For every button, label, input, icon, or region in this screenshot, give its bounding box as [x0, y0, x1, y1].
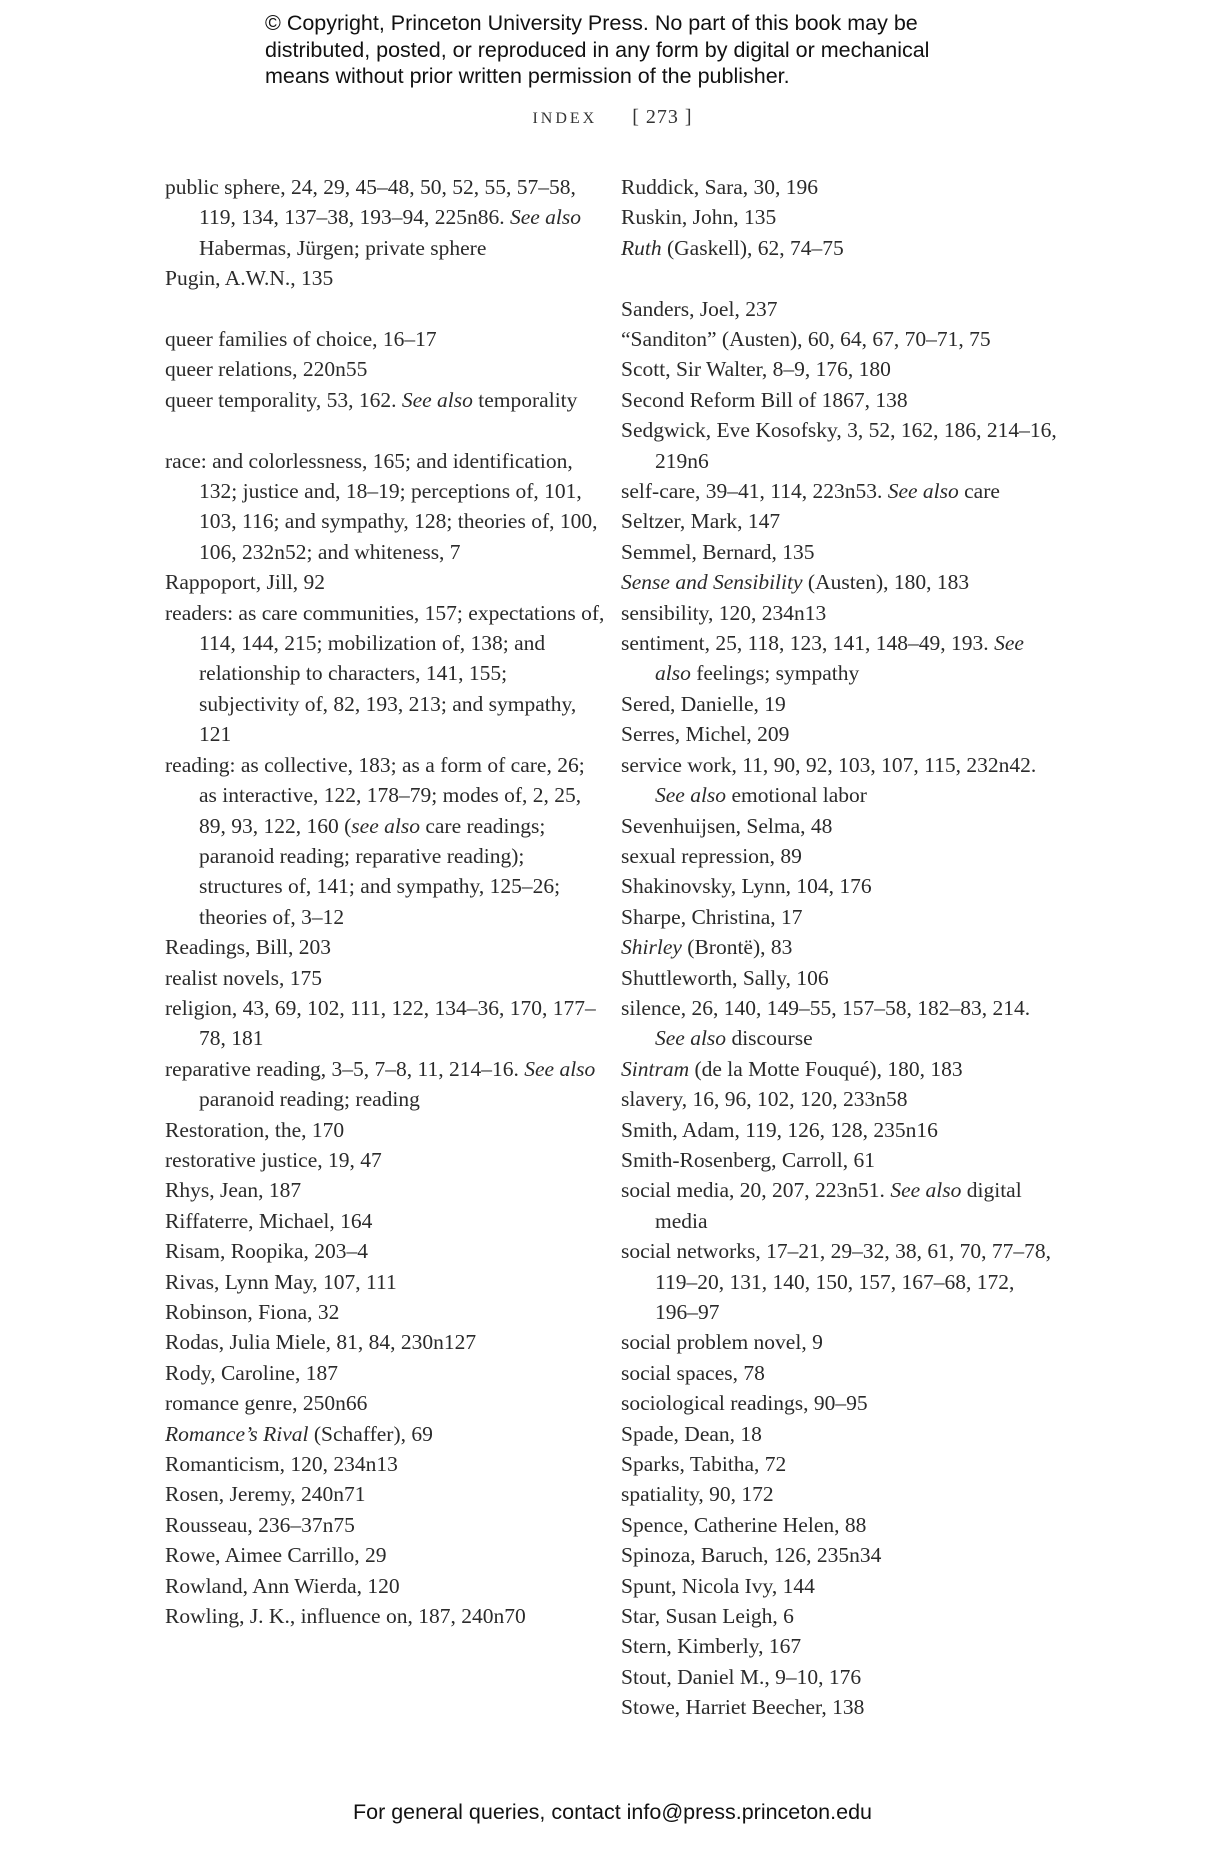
page-number: [ 273 ]	[632, 106, 693, 128]
index-entry: Spunt, Nicola Ivy, 144	[621, 1573, 815, 1598]
index-entry: Romance’s Rival (Schaffer), 69	[165, 1421, 433, 1446]
index-entry: Rappoport, Jill, 92	[165, 570, 326, 595]
index-entry: Rivas, Lynn May, 107, 111	[165, 1269, 397, 1294]
index-entry: religion, 43, 69, 102, 111, 122, 134–36, 170, 177–78, 181	[165, 995, 596, 1051]
index-entry: Shuttleworth, Sally, 106	[621, 965, 829, 990]
index-entry: reparative reading, 3–5, 7–8, 11, 214–16. See also paranoid reading; reading	[165, 1056, 596, 1112]
index-entry: public sphere, 24, 29, 45–48, 50, 52, 55, 57–58, 119, 134, 137–38, 193–94, 225n86. See also Habermas, Jürgen; private sphere	[165, 175, 582, 260]
index-entry: Spence, Catherine Helen, 88	[621, 1512, 867, 1537]
index-entry: Star, Susan Leigh, 6	[621, 1604, 794, 1629]
index-entry: Risam, Roopika, 203–4	[165, 1239, 369, 1264]
index-entry: Second Reform Bill of 1867, 138	[621, 387, 908, 412]
footer-contact: For general queries, contact info@press.princeton.edu	[352, 1800, 872, 1824]
index-entry: Semmel, Bernard, 135	[621, 539, 815, 564]
index-entry: social networks, 17–21, 29–32, 38, 61, 70, 77–78, 119–20, 131, 140, 150, 157, 167–68, 172, 196–97	[621, 1239, 1051, 1325]
index-entry: Readings, Bill, 203	[165, 935, 332, 960]
index-entry: service work, 11, 90, 92, 103, 107, 115, 232n42. See also emotional labor	[621, 752, 1037, 808]
index-entry: Smith, Adam, 119, 126, 128, 235n16	[621, 1117, 938, 1142]
index-entry: queer families of choice, 16–17	[165, 327, 437, 352]
index-entry: silence, 26, 140, 149–55, 157–58, 182–83, 214. See also discourse	[621, 995, 1031, 1051]
index-entry: Stern, Kimberly, 167	[621, 1634, 802, 1659]
index-entry: Pugin, A.W.N., 135	[165, 266, 334, 291]
index-entry: Spinoza, Baruch, 126, 235n34	[621, 1543, 882, 1568]
index-entry: social spaces, 78	[621, 1360, 765, 1385]
index-entry: Robinson, Fiona, 32	[165, 1300, 340, 1324]
index-entry: readers: as care communities, 157; expectations of, 114, 144, 215; mobilization of, 138; and relationship to characters, 141, 155; subjectivity of, 82, 193, 213; and sympathy, 121	[165, 600, 605, 747]
index-entry: Rousseau, 236–37n75	[165, 1512, 355, 1537]
index-entry: social media, 20, 207, 223n51. See also digital media	[621, 1178, 1022, 1233]
index-entry: Sanders, Joel, 237	[621, 296, 778, 321]
copyright-notice	[265, 10, 1025, 90]
index-entry: queer relations, 220n55	[165, 357, 368, 382]
index-entry: sociological readings, 90–95	[621, 1391, 868, 1416]
running-head	[0, 106, 1225, 129]
index-entry: sensibility, 120, 234n13	[621, 600, 827, 625]
index-entry: restorative justice, 19, 47	[165, 1147, 382, 1172]
index-entry: Sharpe, Christina, 17	[621, 904, 803, 929]
index-entry: Rowling, J. K., influence on, 187, 240n70	[165, 1604, 526, 1629]
index-entry: Shakinovsky, Lynn, 104, 176	[621, 874, 872, 899]
index-entry: Scott, Sir Walter, 8–9, 176, 180	[621, 357, 891, 382]
index-entry: Rowland, Ann Wierda, 120	[165, 1573, 400, 1598]
copyright-line: © Copyright, Princeton University Press. No part of this book may be	[265, 11, 918, 35]
index-entry: queer temporality, 53, 162. See also temporality	[165, 387, 578, 412]
index-entry: Sered, Danielle, 19	[621, 691, 786, 716]
index-entry: Sintram (de la Motte Fouqué), 180, 183	[621, 1056, 963, 1081]
index-entry: Shirley (Brontë), 83	[621, 935, 793, 960]
index-entry: Smith-Rosenberg, Carroll, 61	[621, 1147, 876, 1172]
copyright-line: distributed, posted, or reproduced in any form by digital or mechanical	[265, 37, 930, 62]
index-entry: Romanticism, 120, 234n13	[165, 1452, 398, 1477]
index-entry: Serres, Michel, 209	[621, 722, 790, 747]
index-entry: self-care, 39–41, 114, 223n53. See also care	[621, 479, 1000, 504]
index-entry: spatiality, 90, 172	[621, 1482, 774, 1507]
index-entry: Restoration, the, 170	[165, 1117, 345, 1142]
copyright-line: means without prior written permission of the publisher.	[265, 64, 790, 88]
index-entry: Stout, Daniel M., 9–10, 176	[621, 1664, 862, 1689]
index-entry: Rowe, Aimee Carrillo, 29	[165, 1543, 387, 1568]
running-head-label: INDEX	[532, 110, 598, 127]
index-entry: Rhys, Jean, 187	[165, 1178, 302, 1203]
index-entry: Rosen, Jeremy, 240n71	[165, 1482, 366, 1507]
index-entry: Rody, Caroline, 187	[165, 1360, 338, 1385]
index-entry: Sense and Sensibility (Austen), 180, 183	[621, 570, 970, 595]
index-entry: Riffaterre, Michael, 164	[165, 1208, 373, 1233]
index-entry: social problem novel, 9	[621, 1330, 823, 1355]
index-entry: sentiment, 25, 118, 123, 141, 148–49, 193. See also feelings; sympathy	[621, 631, 1024, 686]
index-entry: Ruth (Gaskell), 62, 74–75	[621, 235, 844, 260]
index-entry: Stowe, Harriet Beecher, 138	[621, 1695, 865, 1720]
index-entry: reading: as collective, 183; as a form of care, 26; as interactive, 122, 178–79; modes of, 2, 25, 89, 93, 122, 160 (see also care readings; paranoid reading; reparative reading); structures of, 141; and sympathy, 125–26; theories of, 3–12	[165, 752, 585, 929]
index-entry: “Sanditon” (Austen), 60, 64, 67, 70–71, 75	[621, 327, 991, 352]
index-entry: Sedgwick, Eve Kosofsky, 3, 52, 162, 186, 214–16, 219n6	[621, 418, 1057, 473]
index-entry: Sparks, Tabitha, 72	[621, 1452, 787, 1477]
index-entry: Rodas, Julia Miele, 81, 84, 230n127	[165, 1330, 477, 1355]
index-entry: Ruddick, Sara, 30, 196	[621, 175, 819, 199]
index-column-left	[165, 172, 605, 1631]
index-entry: Ruskin, John, 135	[621, 205, 777, 230]
index-entry: sexual repression, 89	[621, 843, 802, 868]
index-entry: realist novels, 175	[165, 965, 323, 990]
index-entry: Sevenhuijsen, Selma, 48	[621, 813, 833, 838]
index-column-right	[621, 172, 1061, 1723]
index-entry: Seltzer, Mark, 147	[621, 509, 781, 534]
index-entry: Spade, Dean, 18	[621, 1421, 762, 1446]
index-entry: romance genre, 250n66	[165, 1391, 368, 1416]
index-entry: race: and colorlessness, 165; and identification, 132; justice and, 18–19; perceptions of, 101, 103, 116; and sympathy, 128; theories of, 100, 106, 232n52; and whiteness, 7	[165, 448, 598, 564]
index-entry: slavery, 16, 96, 102, 120, 233n58	[621, 1087, 908, 1112]
